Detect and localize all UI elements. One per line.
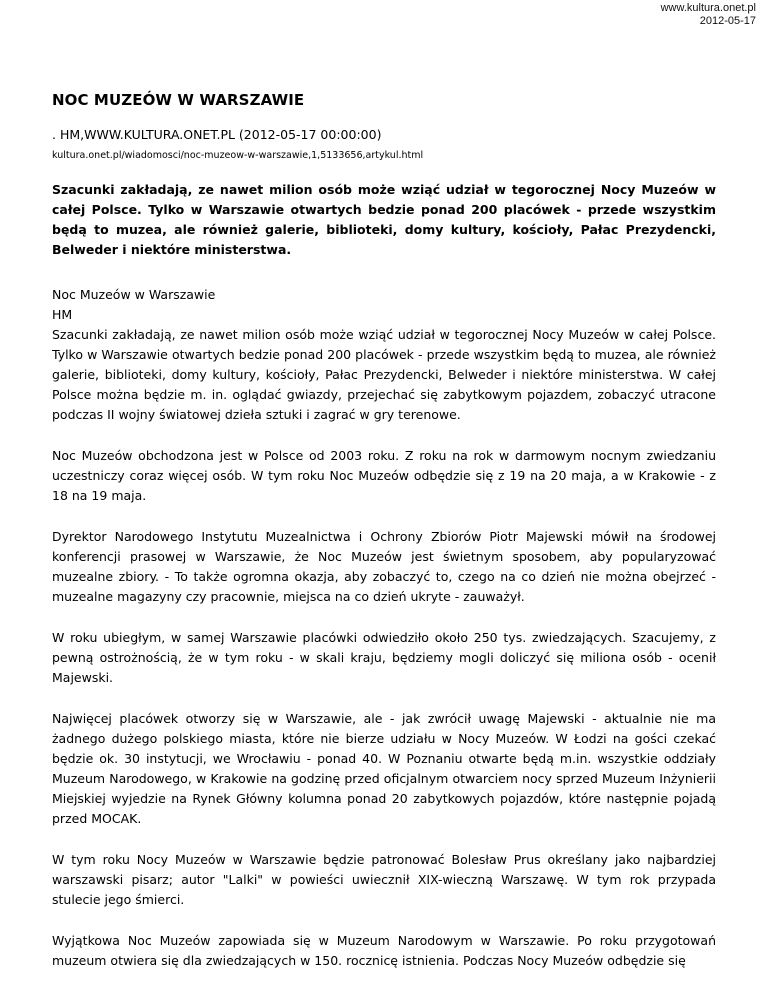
- paragraph: Szacunki zakładają, ze nawet milion osób może wziąć udział w tegorocznej Nocy Muzeów w całej Polsce. Tylko w Warszawie otwartych bedzie ponad 200 placówek - przede wszystkim będą to muzea, ale również galerie, biblioteki, domy kultury, kościoły, Pałac Prezydencki, Belweder i niektóre ministerstwa. W całej Polsce można będzie m. in. oglądać gwiazdy, przejechać się zabytkowym pojazdem, zobaczyć utracone podczas II wojny światowej dzieła sztuki i zagrać w gry terenowe.: [52, 327, 716, 422]
- paragraph: W tym roku Nocy Muzeów w Warszawie będzie patronować Bolesław Prus określany jako najbardziej warszawski pisarz; autor "Lalki" w powieści uwiecznił XIX-wieczną Warszawę. W tym rok przypada stulecie jego śmierci.: [52, 852, 716, 907]
- article-byline: . HM,WWW.KULTURA.ONET.PL (2012-05-17 00:00:00): [52, 127, 382, 142]
- paragraph: Noc Muzeów obchodzona jest w Polsce od 2003 roku. Z roku na rok w darmowym nocnym zwiedzaniu uczestniczy coraz więcej osób. W tym roku Noc Muzeów odbędzie się z 19 na 20 maja, a w Krakowie - z 18 na 19 maja.: [52, 448, 716, 503]
- body-title: Noc Muzeów w Warszawie: [52, 287, 216, 302]
- paragraph: Dyrektor Narodowego Instytutu Muzealnictwa i Ochrony Zbiorów Piotr Majewski mówił na środowej konferencji prasowej w Warszawie, że Noc Muzeów jest świetnym sposobem, aby popularyzować muzealne zbiory. - To także ogromna okazja, aby zobaczyć to, czego na co dzień nie można obejrzeć - muzealne magazyny czy pracownie, miejsca na co dzień ukryte - zauważył.: [52, 529, 716, 604]
- body-author: HM: [52, 307, 73, 322]
- paragraph: W roku ubiegłym, w samej Warszawie placówki odwiedziło około 250 tys. zwiedzających. Szacujemy, z pewną ostrożnością, że w tym roku - w skali kraju, będziemy mogli doliczyć się miliona osób - ocenił Majewski.: [52, 630, 716, 685]
- article-url: kultura.onet.pl/wiadomosci/noc-muzeow-w-warszawie,1,5133656,artykul.html: [52, 150, 424, 161]
- article: [52, 90, 716, 971]
- article-title: NOC MUZEÓW W WARSZAWIE: [52, 91, 305, 109]
- paragraph: Wyjątkowa Noc Muzeów zapowiada się w Muzeum Narodowym w Warszawie. Po roku przygotowań muzeum otwiera się dla zwiedzających w 150. rocznicę istnienia. Podczas Nocy Muzeów odbędzie się: [52, 933, 716, 968]
- paragraph: Najwięcej placówek otworzy się w Warszawie, ale - jak zwrócił uwagę Majewski - aktualnie nie ma żadnego dużego polskiego miasta, które nie bierze udziału w Nocy Muzeów. W Łodzi na gości czekać będzie ok. 30 instytucji, we Wrocławiu - ponad 40. W Poznaniu otwarte będą m.in. wszystkie oddziały Muzeum Narodowego, w Krakowie na godzinę przed oficjalnym otwarciem nocy sprzed Muzeum Inżynierii Miejskiej wyjedzie na Rynek Główny kolumna ponad 20 zabytkowych pojazdów, które następnie pojadą przed MOCAK.: [52, 711, 716, 826]
- header-date: 2012-05-17: [699, 15, 756, 27]
- article-body-head: [52, 285, 716, 325]
- article-lead: Szacunki zakładają, ze nawet milion osób może wziąć udział w tegorocznej Nocy Muzeów w całej Polsce. Tylko w Warszawie otwartych bedzie ponad 200 placówek - przede wszystkim będą to muzea, ale również galerie, biblioteki, domy kultury, kościoły, Pałac Prezydencki, Belweder i niektóre ministerstwa.: [52, 182, 716, 257]
- page-header: [661, 2, 756, 28]
- header-site: www.kultura.onet.pl: [660, 2, 756, 14]
